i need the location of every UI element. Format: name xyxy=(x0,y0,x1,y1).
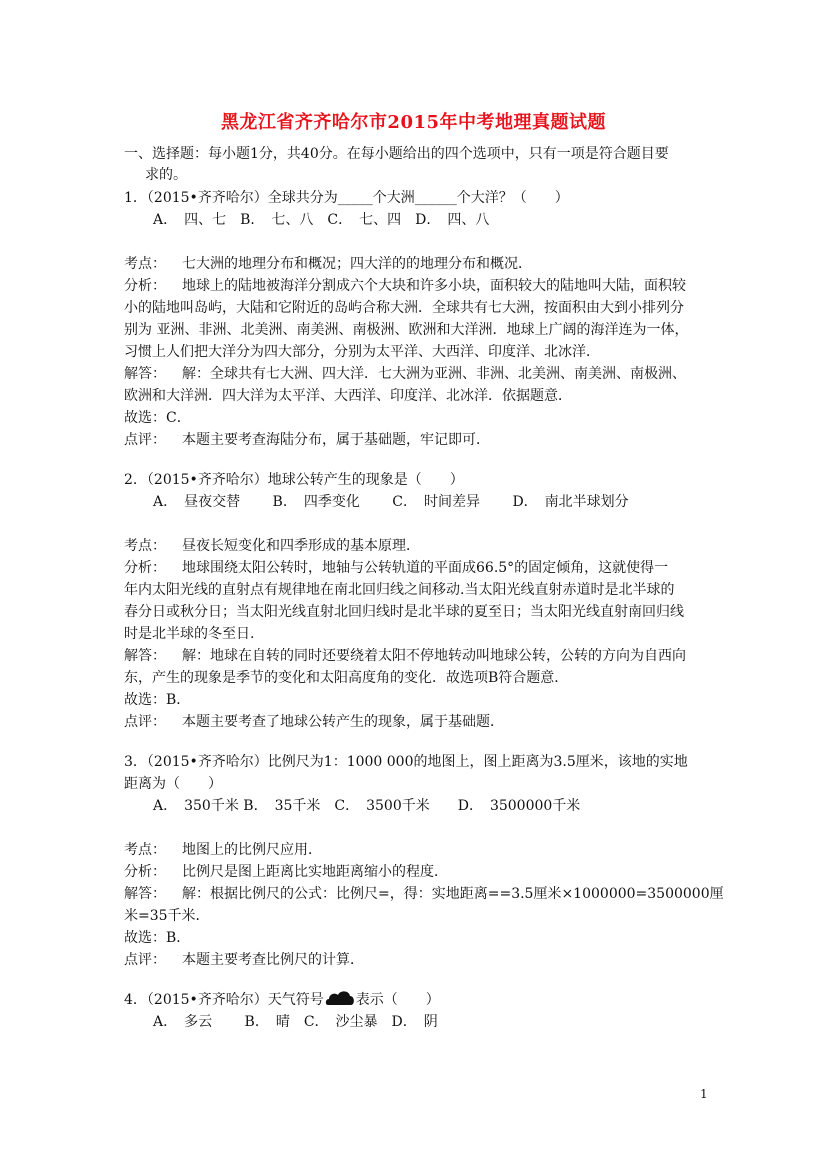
q1-kaodian xyxy=(124,253,532,275)
q1-dianping xyxy=(124,429,490,451)
q2-jieda-text-2: 东，产生的现象是季节的变化和太阳高度角的变化．故选项B符合题意． xyxy=(124,670,569,686)
q3-jieda-text-1: 解：根据比例尺的公式：比例尺=，得：实地距离==3.5厘米×1000000=3500000厘 xyxy=(182,886,724,902)
q2-kaodian xyxy=(124,535,420,557)
q1-fenxi-text-1: 地球上的陆地被海洋分割成六个大块和许多小块，面积较大的陆地叫大陆，面积较 xyxy=(182,278,686,294)
q3-fenxi xyxy=(124,861,448,883)
q1-kaodian-text: 七大洲的地理分布和概况；四大洋的的地理分布和概况． xyxy=(182,256,532,272)
q1-kaodian-label: 考点： xyxy=(124,256,166,272)
q2-fenxi-text-4: 时是北半球的冬至日. xyxy=(124,626,255,642)
q2-kaodian-label: 考点： xyxy=(124,538,166,554)
q1-jieda-text-1: 解：全球共有七大洲、四大洋．七大洲为亚洲、非洲、北美洲、南美洲、南极洲、 xyxy=(182,366,686,382)
q4-stem-suffix: 表示（ ） xyxy=(355,992,440,1008)
page-number: 1 xyxy=(700,1087,708,1101)
document-title: 黑龙江省齐齐哈尔市2015年中考地理真题试题 xyxy=(220,112,607,133)
q1-options: A． 四、七 B． 七、八 C． 七、四 D． 四、八 xyxy=(153,212,490,228)
q2-dianping xyxy=(124,711,504,733)
q2-jieda-label: 解答： xyxy=(124,648,166,664)
q2-stem: 2．（2015•齐齐哈尔）地球公转产生的现象是（ ） xyxy=(124,472,464,488)
q4-stem-prefix: 4．（2015•齐齐哈尔）天气符号 xyxy=(124,992,324,1008)
q2-answer: 故选：B． xyxy=(124,692,191,708)
q2-jieda xyxy=(124,645,686,667)
q3-stem-2: 距离为（ ） xyxy=(124,776,222,792)
q3-jieda-label: 解答： xyxy=(124,886,166,902)
q2-fenxi-text-3: 春分日或秋分日；当太阳光线直射北回归线时是北半球的夏至日；当太阳光线直射南回归线 xyxy=(124,604,684,620)
q3-dianping-label: 点评： xyxy=(124,952,166,968)
q1-fenxi-text-4: 习惯上人们把大洋分为四大部分，分别为太平洋、大西洋、印度洋、北冰洋． xyxy=(124,344,600,360)
section-heading-line-1: 一、选择题：每小题1分，共40分。在每小题给出的四个选项中，只有一项是符合题目要 xyxy=(124,146,669,162)
q3-jieda-text-2: 米=35千米． xyxy=(124,908,210,924)
q1-fenxi-label: 分析： xyxy=(124,278,166,294)
q1-dianping-label: 点评： xyxy=(124,432,166,448)
q3-dianping xyxy=(124,949,364,971)
q3-kaodian xyxy=(124,839,322,861)
q3-fenxi-text-1: 比例尺是图上距离比实地距离缩小的程度． xyxy=(182,864,448,880)
q3-options: A． 350千米 B． 35千米 C． 3500千米 D． 3500000千米 xyxy=(153,798,581,814)
q1-fenxi-text-2: 小的陆地叫岛屿，大陆和它附近的岛屿合称大洲．全球共有七大洲，按面积由大到小排列分 xyxy=(124,300,684,316)
q3-fenxi-label: 分析： xyxy=(124,864,166,880)
section-heading-line-2: 求的。 xyxy=(145,167,187,183)
q2-fenxi xyxy=(124,557,668,579)
q2-jieda-text-1: 解：地球在自转的同时还要绕着太阳不停地转动叫地球公转，公转的方向为自西向 xyxy=(182,648,686,664)
q2-fenxi-text-2: 年内太阳光线的直射点有规律地在南北回归线之间移动.当太阳光线直射赤道时是北半球的 xyxy=(124,582,675,598)
q2-fenxi-label: 分析： xyxy=(124,560,166,576)
q1-dianping-text: 本题主要考查海陆分布，属于基础题，牢记即可． xyxy=(182,432,490,448)
q1-jieda-text-2: 欧洲和大洋洲．四大洋为太平洋、大西洋、印度洋、北冰洋．依据题意． xyxy=(124,388,572,404)
q1-stem: 1．（2015•齐齐哈尔）全球共分为_____个大洲______个大洋？（ ） xyxy=(124,190,569,206)
q3-kaodian-label: 考点： xyxy=(124,842,166,858)
q1-jieda xyxy=(124,363,686,385)
q1-answer: 故选：C． xyxy=(124,410,191,426)
q1-fenxi xyxy=(124,275,686,297)
q4-options: A． 多云 B． 晴 C． 沙尘暴 D． 阴 xyxy=(153,1014,438,1030)
q2-options: A． 昼夜交替 B． 四季变化 C． 时间差异 D． 南北半球划分 xyxy=(153,494,629,510)
q1-jieda-label: 解答： xyxy=(124,366,166,382)
q2-dianping-label: 点评： xyxy=(124,714,166,730)
q3-stem-1: 3．（2015•齐齐哈尔）比例尺为1：1000 000的地图上，图上距离为3.5厘米，该地的实地 xyxy=(124,754,688,770)
q3-kaodian-text: 地图上的比例尺应用． xyxy=(182,842,322,858)
q1-fenxi-text-3: 别为 亚洲、非洲、北美洲、南美洲、南极洲、欧洲和大洋洲．地球上广阔的海洋连为一体， xyxy=(124,322,689,338)
q2-dianping-text: 本题主要考查了地球公转产生的现象，属于基础题． xyxy=(182,714,504,730)
q3-dianping-text: 本题主要考查比例尺的计算． xyxy=(182,952,364,968)
q3-jieda xyxy=(124,883,724,905)
q2-fenxi-text-1: 地球围绕太阳公转时，地轴与公转轨道的平面成66.5°的固定倾角，这就使得一 xyxy=(182,560,669,576)
q2-kaodian-text: 昼夜长短变化和四季形成的基本原理． xyxy=(182,538,420,554)
q3-answer: 故选：B． xyxy=(124,930,191,946)
